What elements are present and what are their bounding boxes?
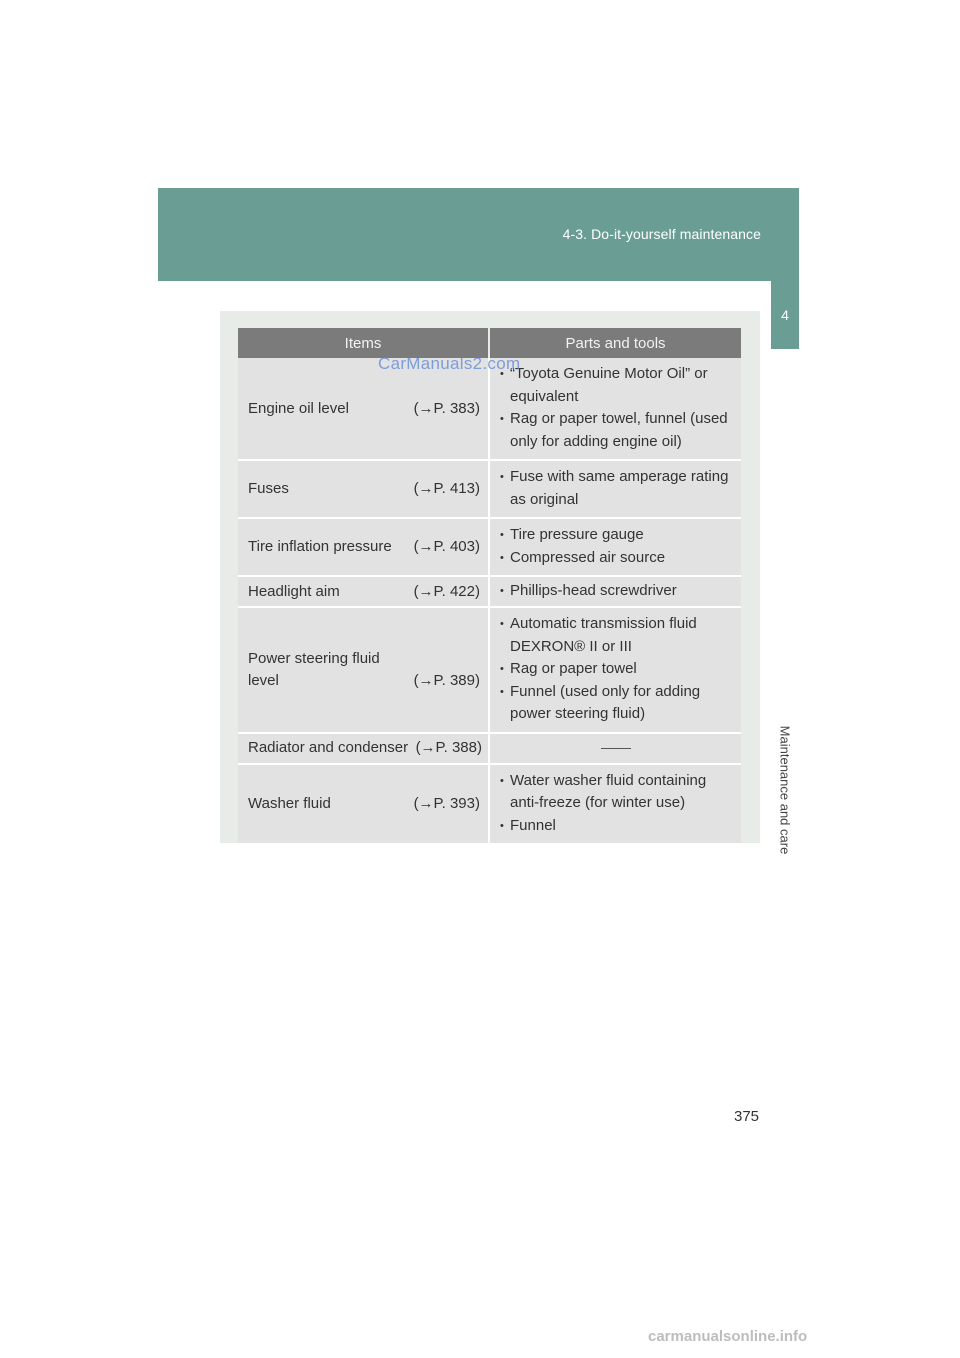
item-name: Fuses	[248, 480, 289, 497]
tool-item: • Tire pressure gauge	[500, 524, 737, 547]
tool-item: • Fuse with same amperage rating as original	[500, 466, 737, 511]
tool-item: • Phillips-head screwdriver	[500, 580, 737, 603]
item-cell	[238, 576, 489, 607]
tools-cell	[489, 576, 741, 607]
chapter-title: Maintenance and care	[777, 725, 793, 855]
empty-dash	[601, 748, 631, 749]
tool-item: • Water washer fluid containing anti-freeze (for winter use)	[500, 770, 737, 815]
tool-item: • Rag or paper towel	[500, 658, 737, 681]
table-row	[238, 607, 741, 733]
table-row	[238, 733, 741, 764]
header-parts-tools: Parts and tools	[489, 328, 741, 358]
tools-list	[490, 461, 741, 517]
item-cell	[238, 460, 489, 518]
page-reference[interactable]: (→P. 413)	[413, 480, 480, 497]
tools-list	[490, 765, 741, 844]
section-title: 4-3. Do-it-yourself maintenance	[562, 226, 761, 242]
tools-list	[490, 578, 741, 605]
chapter-number: 4	[781, 307, 789, 323]
table-row	[238, 764, 741, 845]
item-name: Engine oil level	[248, 399, 349, 417]
item-name: Headlight aim	[248, 582, 340, 600]
tool-item: • Funnel	[500, 815, 737, 838]
item-name: Radiator and condenser	[248, 739, 409, 756]
tools-cell	[489, 733, 741, 764]
chapter-tab[interactable]	[771, 281, 799, 349]
tools-cell	[489, 460, 741, 518]
tool-item: • Automatic transmission fluid DEXRON® II or III	[500, 613, 737, 658]
table-row	[238, 460, 741, 518]
page-reference[interactable]: (→P. 393)	[413, 794, 480, 812]
page-reference[interactable]: (→P. 383)	[413, 399, 480, 417]
tools-cell	[489, 518, 741, 576]
tools-cell	[489, 764, 741, 845]
header-items: Items	[238, 328, 489, 358]
table-row	[238, 576, 741, 607]
tool-item: • “Toyota Genuine Motor Oil” or equivalent	[500, 363, 737, 408]
page-reference[interactable]: (→P. 403)	[413, 538, 480, 555]
maintenance-table	[238, 328, 741, 845]
tool-item: • Rag or paper towel, funnel (used only for adding engine oil)	[500, 408, 737, 453]
tools-cell	[489, 607, 741, 733]
table-row	[238, 518, 741, 576]
tool-item: • Compressed air source	[500, 547, 737, 570]
item-name: Power steering fluid level	[248, 649, 380, 689]
page-reference[interactable]: (→P. 422)	[413, 582, 480, 600]
page-reference[interactable]: (→P. 388)	[415, 739, 482, 756]
page-reference[interactable]: (→P. 389)	[413, 671, 480, 689]
item-cell	[238, 733, 489, 764]
item-cell	[238, 518, 489, 576]
header-band	[158, 188, 799, 281]
watermark-bottom[interactable]: carmanualsonline.info	[648, 1328, 808, 1345]
tools-list	[490, 519, 741, 575]
tools-list	[490, 358, 741, 459]
tools-list	[490, 608, 741, 732]
item-cell	[238, 764, 489, 845]
watermark-top: CarManuals2.com	[378, 354, 521, 373]
item-name: Tire inflation pressure	[248, 538, 392, 555]
tool-item: • Funnel (used only for adding power steering fluid)	[500, 681, 737, 726]
page-number: 375	[734, 1108, 760, 1125]
tools-cell	[489, 358, 741, 460]
item-name: Washer fluid	[248, 794, 331, 812]
item-cell	[238, 607, 489, 733]
